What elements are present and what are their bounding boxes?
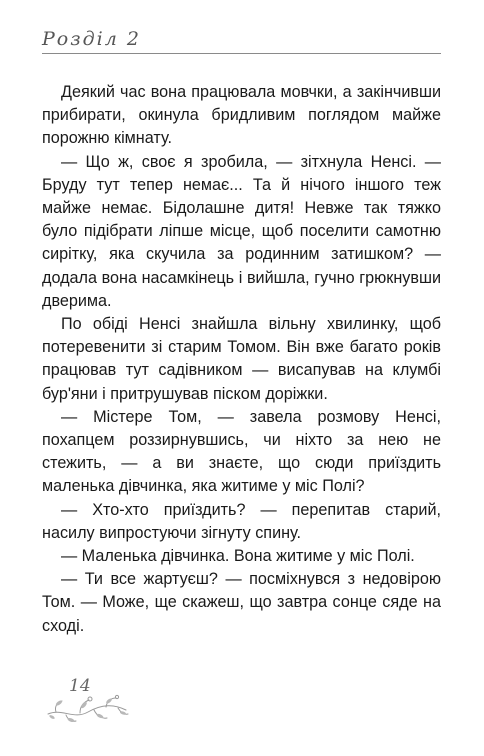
paragraph: — Ти все жартуєш? — посміхнувся з недовірою Том. — Може, ще скажеш, що завтра сонце сяде на сході. <box>42 570 441 635</box>
paragraph: — Маленька дівчинка. Вона житиме у міс Полі. <box>61 547 415 566</box>
paragraph: — Що ж, своє я зробила, — зітхнула Ненсі. — Бруду тут тепер немає... Та й нічого іншого теж майже немає. Бідолашне дитя! Невже так тяжко було підібрати ліпше місце, щоб поселити самотню сирітку, яка скучила за родинним затишком? — додала вона насамкінець і вийшла, гучно грюкнувши дверима. <box>42 152 441 310</box>
paragraph: Деякий час вона працювала мовчки, а закінчивши прибирати, окинула бридливим поглядом майже порожню кімнату. <box>42 83 441 148</box>
chapter-header: Розділ 2 <box>42 28 141 50</box>
paragraph: По обіді Ненсі знайшла вільну хвилинку, щоб потеревенити зі старим Томом. Він вже багато років працював тут садівником — висапував на клумбі бур'яни і притрушував піском доріжки. <box>42 315 441 403</box>
body-text <box>42 81 441 638</box>
header-rule <box>42 53 441 54</box>
paragraph: — Містере Том, — завела розмову Ненсі, похапцем роззирнувшись, чи ніхто за нею не стежить, — а ви знаєте, що сюди приїздить маленька дівчинка, яка житиме у міс Полі? <box>42 407 441 496</box>
page-number: 14 <box>69 676 91 696</box>
paragraph: — Хто-хто приїздить? — перепитав старий, насилу випростуючи зігнуту спину. <box>42 500 441 542</box>
floral-vine-icon <box>44 690 130 726</box>
